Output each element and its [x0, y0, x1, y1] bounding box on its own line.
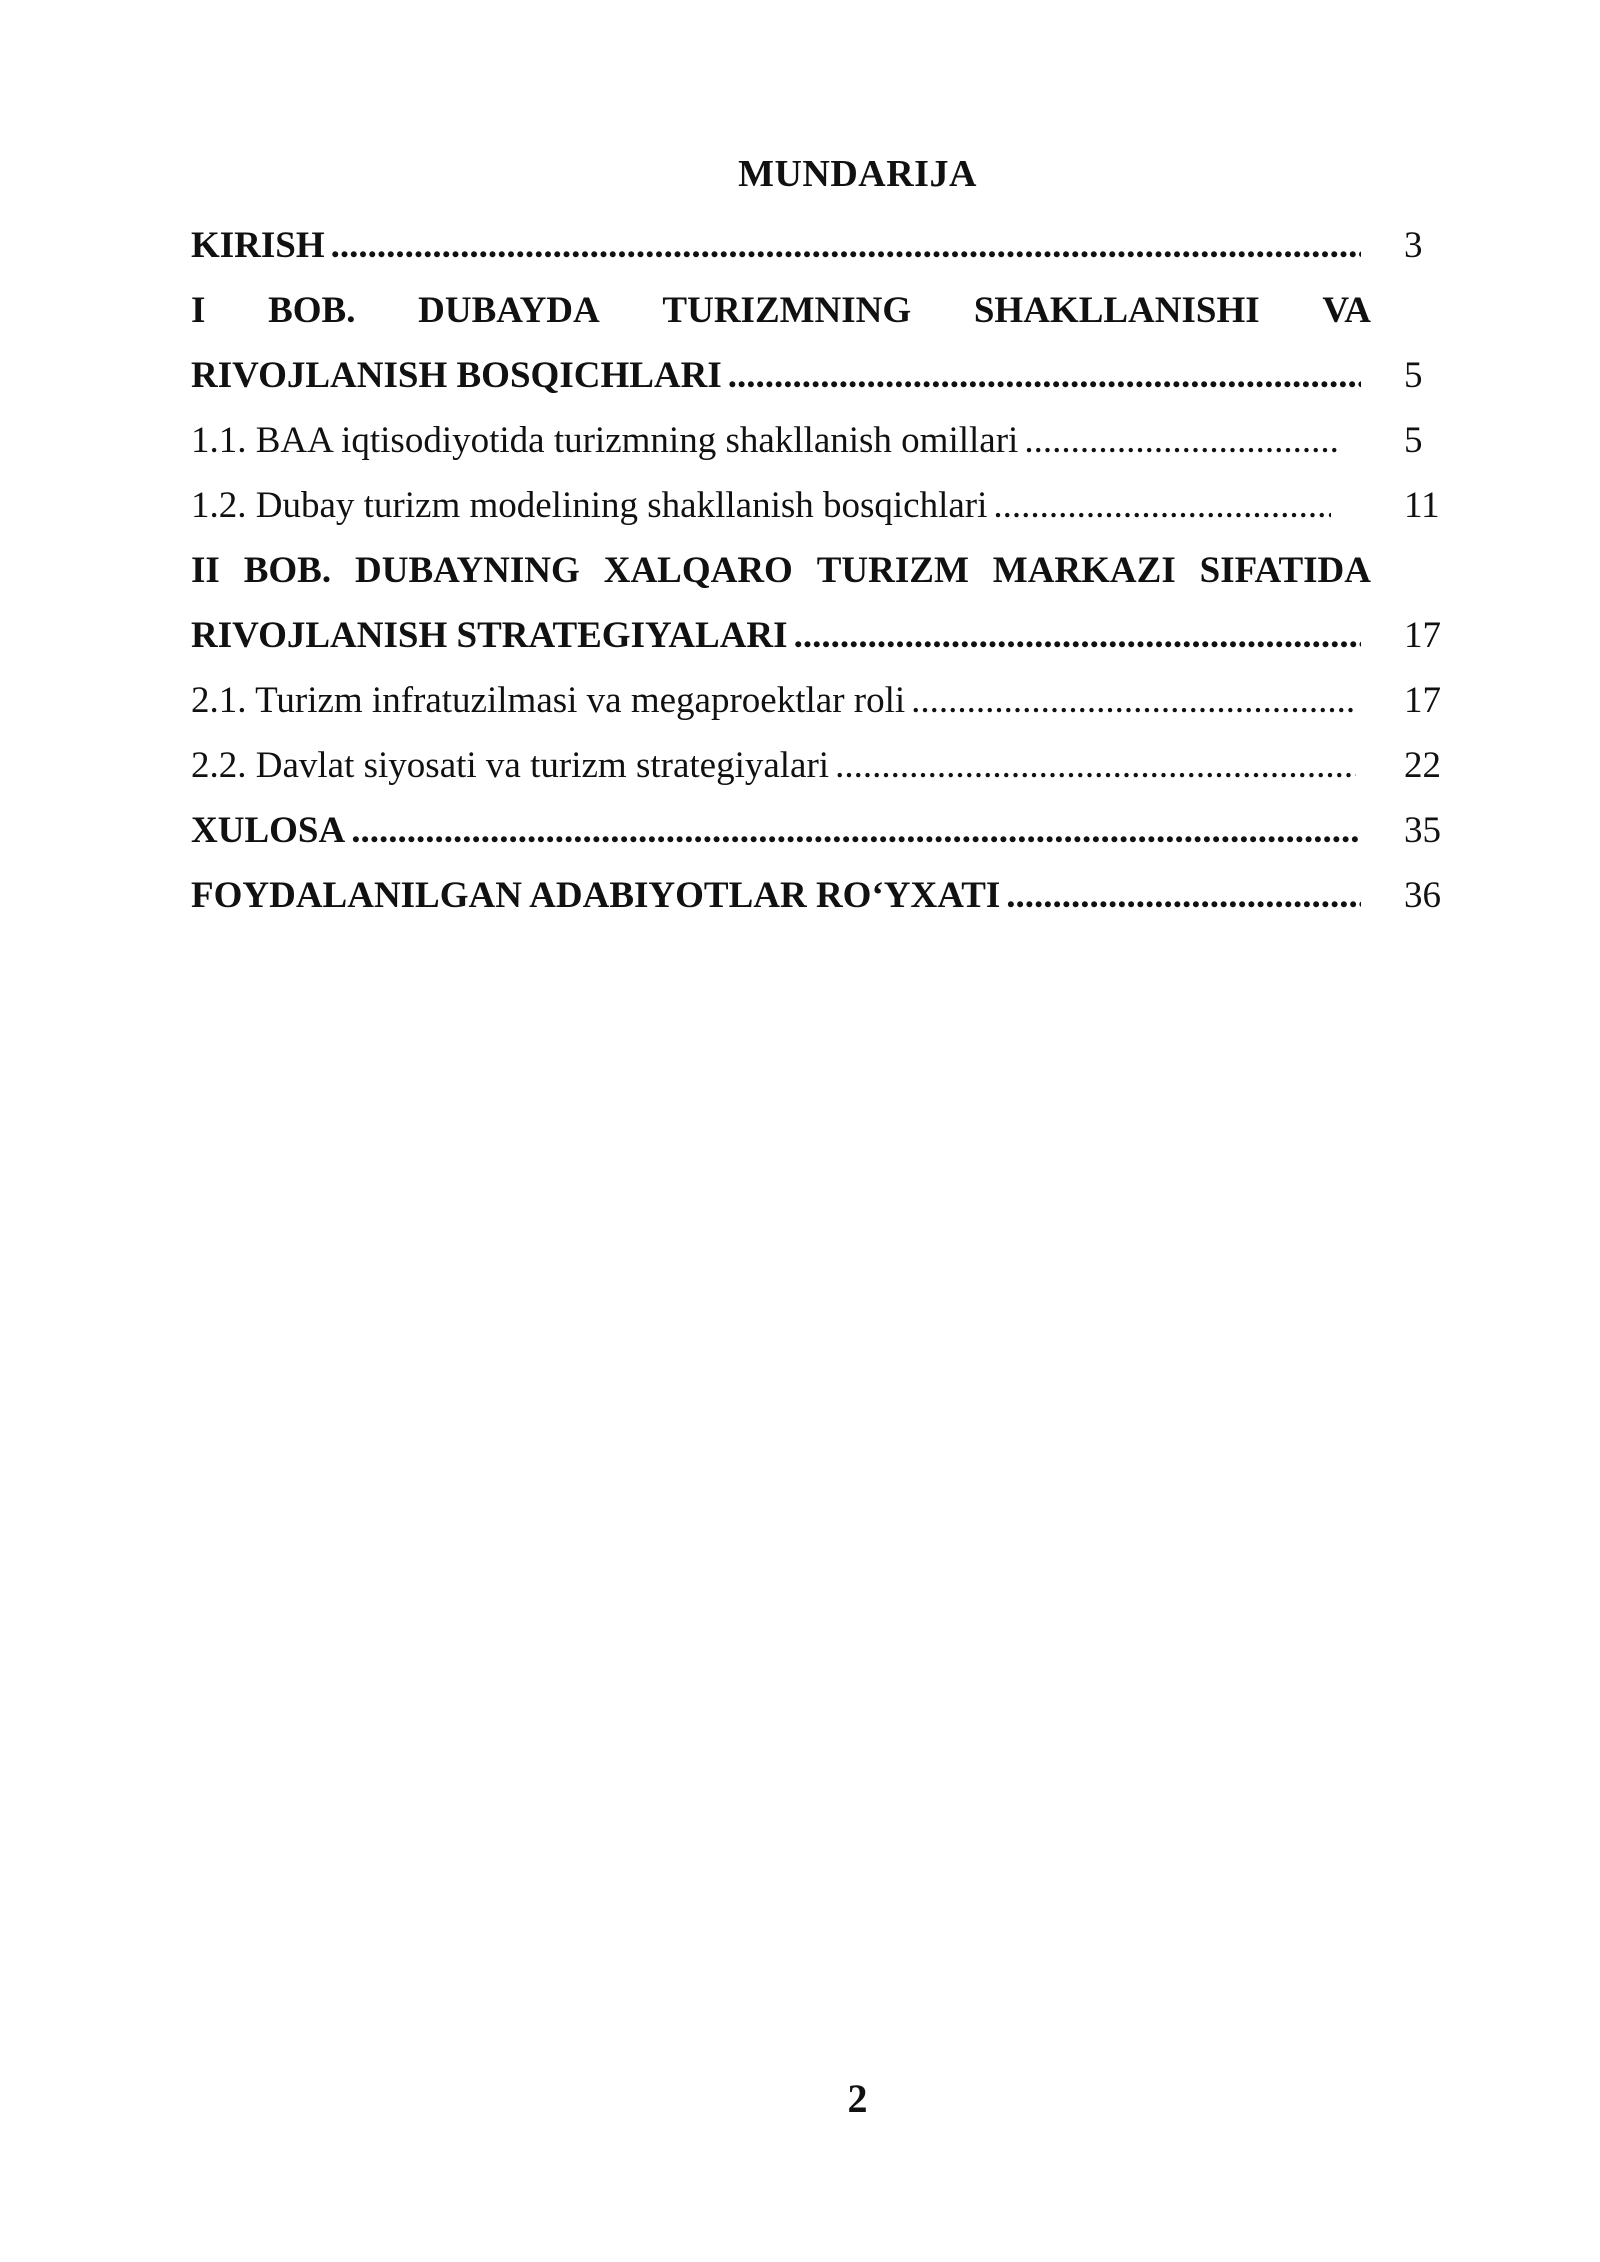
toc-page-number: 5: [1404, 420, 1423, 461]
toc-entry-line: [191, 417, 1351, 465]
chapter1-word: VA: [1322, 290, 1371, 331]
chapter1-word: DUBAYDA: [418, 290, 600, 331]
toc-entry-title: 2.2. Davlat siyosati va turizm strategiyalari: [191, 745, 830, 786]
toc-entry-section-1-1[interactable]: [191, 409, 1453, 474]
dot-leader: [1024, 417, 1341, 465]
chapter2-word: II: [191, 550, 220, 591]
toc-entry-title: 1.2. Dubay turizm modelining shakllanish bosqichlari: [191, 485, 988, 526]
toc-heading-text: MUNDARIJA: [738, 153, 977, 195]
toc-entry-kirish[interactable]: [191, 214, 1453, 279]
toc-page-number: 17: [1404, 680, 1441, 721]
chapter2-word: SIFATIDA: [1199, 550, 1371, 591]
toc-entry-chapter1-line2[interactable]: [191, 344, 1453, 409]
toc-entry-line: [191, 222, 1371, 270]
toc-entry-chapter2-line2[interactable]: [191, 604, 1453, 669]
chapter1-word: TURIZMNING: [662, 290, 912, 331]
toc-entry-xulosa[interactable]: [191, 799, 1453, 864]
toc-entry-section-2-2[interactable]: [191, 734, 1453, 799]
chapter1-word: I: [191, 290, 206, 331]
toc-heading: [0, 150, 1600, 198]
toc-entry-title: XULOSA: [191, 810, 346, 851]
toc-page-number: 11: [1404, 485, 1440, 526]
toc-entry-chapter1-line1[interactable]: [191, 279, 1453, 344]
toc-entry-section-1-2[interactable]: [191, 474, 1453, 539]
toc-page-number: 5: [1404, 355, 1423, 396]
dot-leader: [331, 222, 1361, 270]
table-of-contents: [191, 214, 1453, 929]
toc-entry-line: [191, 677, 1366, 725]
chapter1-word: BOB.: [268, 290, 356, 331]
page-number: 2: [847, 2076, 868, 2121]
toc-entry-title: 1.1. BAA iqtisodiyotida turizmning shakllanish omillari: [191, 420, 1019, 461]
dot-leader: [1006, 872, 1361, 920]
toc-entry-line: [191, 807, 1371, 855]
chapter1-heading-line: [191, 287, 1371, 335]
toc-page-number: 22: [1404, 745, 1441, 786]
toc-page-number: 35: [1404, 810, 1441, 851]
dot-leader: [728, 352, 1361, 400]
toc-entry-line: [191, 742, 1366, 790]
toc-entry-line: [191, 612, 1371, 660]
dot-leader: [794, 612, 1361, 660]
toc-page-number: 3: [1404, 225, 1423, 266]
toc-entry-adabiyotlar[interactable]: [191, 864, 1453, 929]
dot-leader: [993, 482, 1331, 530]
toc-entry-title: KIRISH: [191, 225, 325, 266]
chapter2-word: DUBAYNING: [355, 550, 580, 591]
toc-entry-chapter2-line1[interactable]: [191, 539, 1453, 604]
toc-entry-title: RIVOJLANISH BOSQICHLARI: [191, 355, 722, 396]
toc-entry-section-2-1[interactable]: [191, 669, 1453, 734]
chapter2-word: MARKAZI: [992, 550, 1176, 591]
toc-entry-title: FOYDALANILGAN ADABIYOTLAR RO‘YXATI: [191, 875, 1001, 916]
chapter2-word: XALQARO: [603, 550, 793, 591]
toc-entry-title: 2.1. Turizm infratuzilmasi va megaproektlar roli: [191, 680, 906, 721]
chapter2-word: BOB.: [243, 550, 332, 591]
toc-entry-title: RIVOJLANISH STRATEGIYALARI: [191, 615, 788, 656]
chapter2-word: TURIZM: [816, 550, 969, 591]
dot-leader: [351, 807, 1361, 855]
toc-entry-line: [191, 352, 1371, 400]
dot-leader: [835, 742, 1356, 790]
chapter1-word: SHAKLLANISHI: [973, 290, 1260, 331]
toc-page-number: 17: [1404, 615, 1441, 656]
chapter2-heading-line: [191, 547, 1371, 595]
toc-entry-line: [191, 872, 1371, 920]
toc-page-number: 36: [1404, 875, 1441, 916]
toc-entry-line: [191, 482, 1341, 530]
dot-leader: [911, 677, 1356, 725]
